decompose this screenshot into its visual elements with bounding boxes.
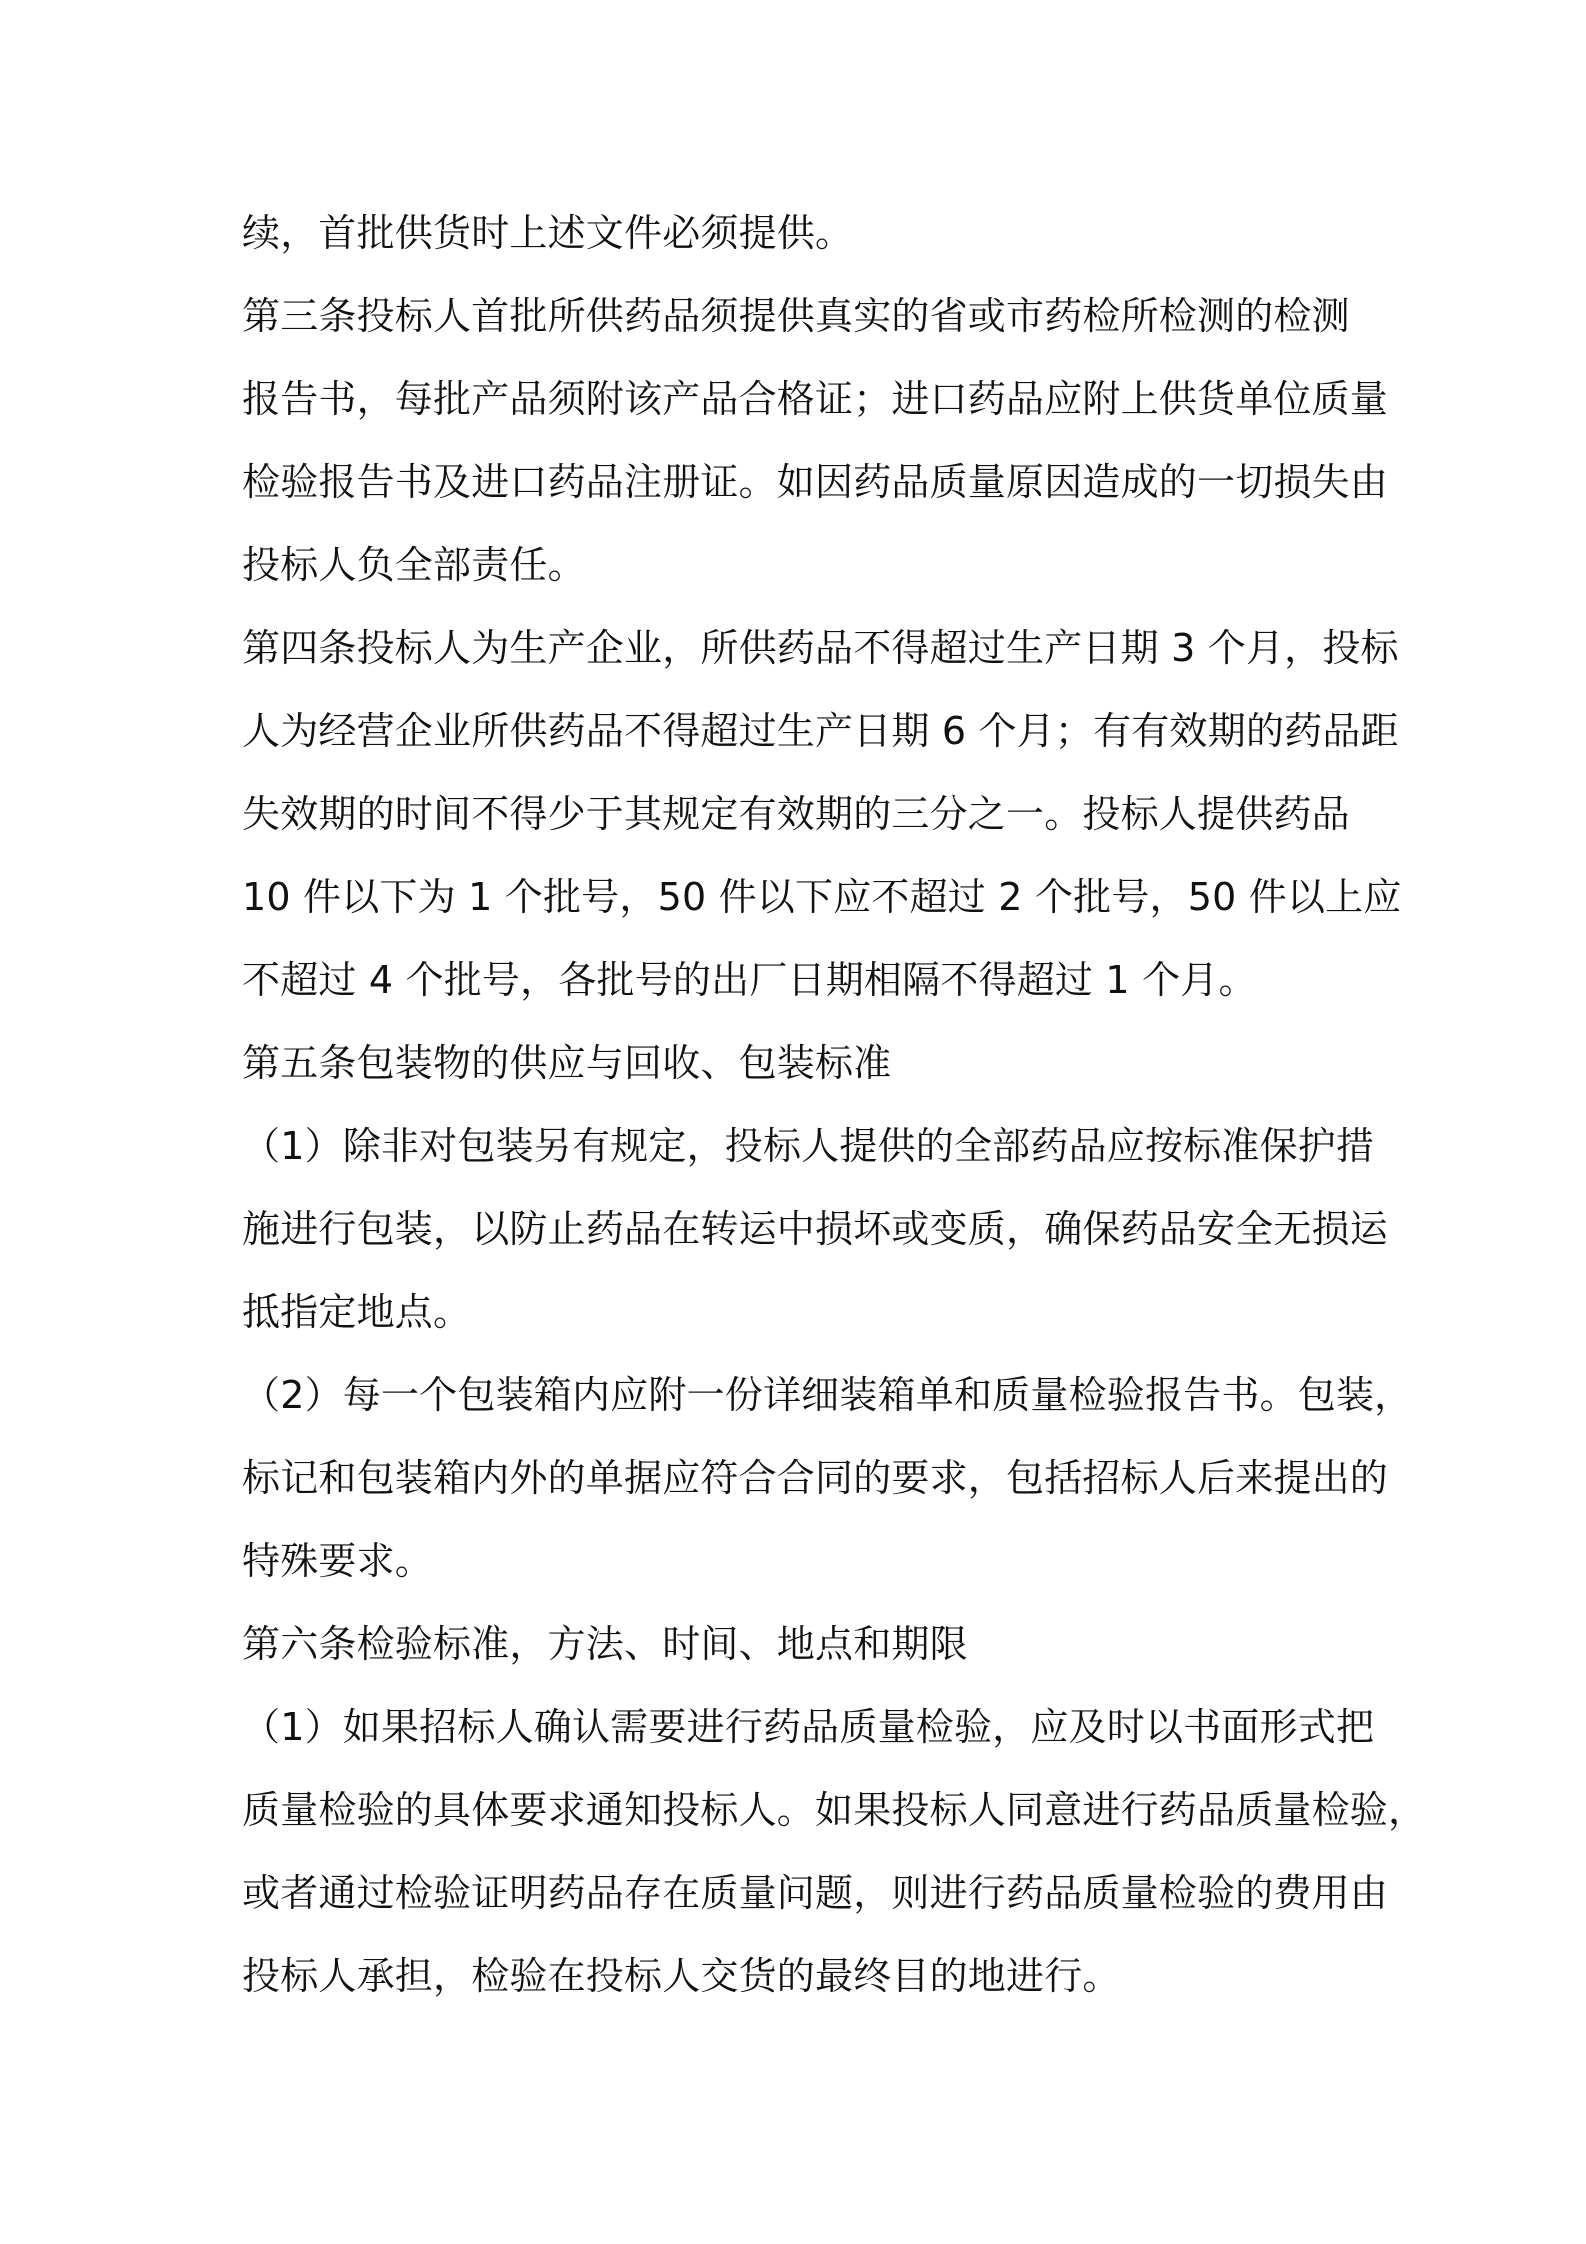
text-line: 第五条包装物的供应与回收、包装标准 [242, 1041, 892, 1085]
text-line: （1）如果招标人确认需要进行药品质量检验，应及时以书面形式把 [242, 1705, 1375, 1749]
text-line: 10 件以下为 1 个批号，50 件以下应不超过 2 个批号，50 件以上应 [242, 875, 1402, 919]
text-line: 标记和包装箱内外的单据应符合合同的要求，包括招标人后来提出的 [242, 1456, 1389, 1500]
text-line: 报告书，每批产品须附该产品合格证；进口药品应附上供货单位质量 [242, 377, 1389, 421]
text-line: 抵指定地点。 [242, 1290, 472, 1334]
text-line: 不超过 4 个批号，各批号的出厂日期相隔不得超过 1 个月。 [242, 958, 1257, 1002]
text-line: 人为经营企业所供药品不得超过生产日期 6 个月；有有效期的药品距 [242, 709, 1399, 753]
text-line: （2）每一个包装箱内应附一份详细装箱单和质量检验报告书。包装， [242, 1373, 1413, 1417]
text-line: 质量检验的具体要求通知投标人。如果投标人同意进行药品质量检验， [242, 1788, 1427, 1832]
text-line: 施进行包装，以防止药品在转运中损坏或变质，确保药品安全无损运 [242, 1207, 1389, 1251]
text-line: 第四条投标人为生产企业，所供药品不得超过生产日期 3 个月，投标 [242, 626, 1399, 670]
text-line: 第六条检验标准，方法、时间、地点和期限 [242, 1622, 968, 1666]
text-line: 特殊要求。 [242, 1539, 434, 1583]
text-line: 失效期的时间不得少于其规定有效期的三分之一。投标人提供药品 [242, 792, 1350, 836]
text-line: 第三条投标人首批所供药品须提供真实的省或市药检所检测的检测 [242, 294, 1350, 338]
text-line: 续，首批供货时上述文件必须提供。 [242, 211, 854, 255]
text-line: 投标人承担，检验在投标人交货的最终目的地进行。 [242, 1954, 1121, 1998]
text-line: （1）除非对包装另有规定，投标人提供的全部药品应按标准保护措 [242, 1124, 1375, 1168]
text-line: 或者通过检验证明药品存在质量问题，则进行药品质量检验的费用由 [242, 1871, 1389, 1915]
body-text [242, 192, 1427, 2018]
text-line: 检验报告书及进口药品注册证。如因药品质量原因造成的一切损失由 [242, 460, 1389, 504]
text-line: 投标人负全部责任。 [242, 543, 586, 587]
